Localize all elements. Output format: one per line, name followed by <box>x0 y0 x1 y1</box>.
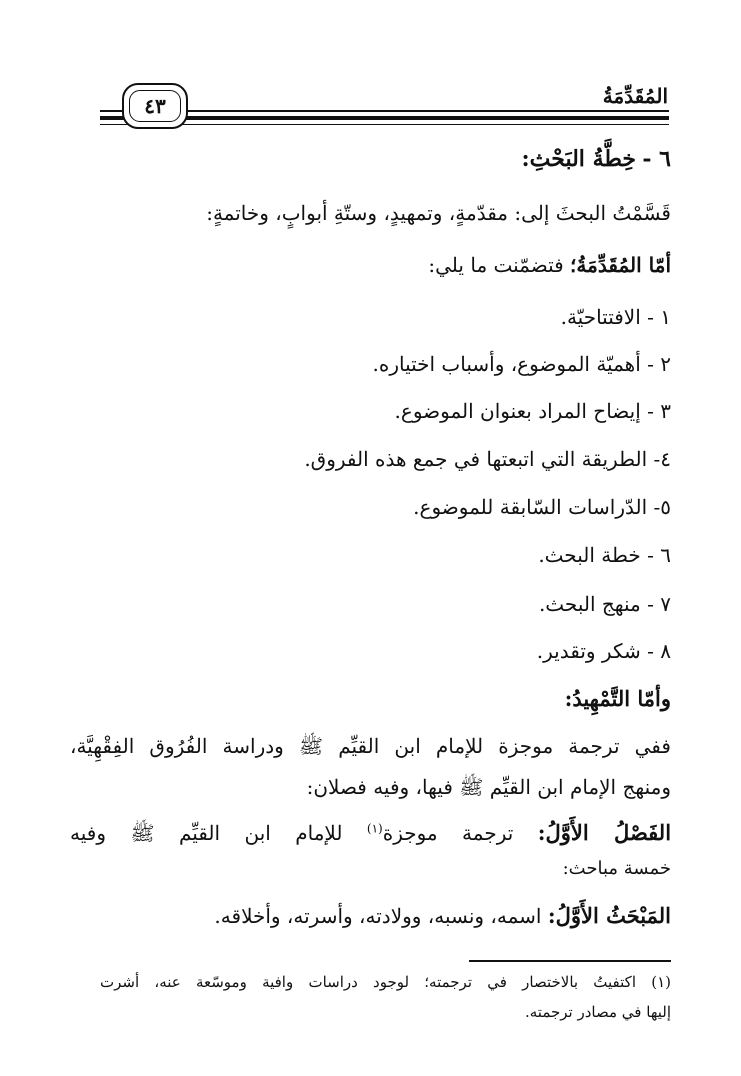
section-heading <box>522 148 671 170</box>
plan-intro-line: قَسَّمْتُ البحثَ إلى: مقدّمةٍ، وتمهيدٍ، وستّةِ أبوابٍ، وخاتمةٍ: <box>206 201 671 225</box>
list-item-number: ٢ - <box>647 352 671 376</box>
muqaddima-label: أمّا المُقَدِّمَةُ؛ <box>570 253 671 277</box>
list-item-text: الافتتاحيّة. <box>560 305 641 329</box>
list-item-number: ٥- <box>653 495 671 519</box>
section-title: خِطَّةُ البَحْثِ: <box>521 146 637 172</box>
list-item-number: ١ - <box>647 305 671 329</box>
list-item <box>373 354 672 374</box>
list-item <box>413 497 671 517</box>
fasl-one-line-2: خمسة مباحث: <box>562 858 671 879</box>
list-item-text: أهميّة الموضوع، وأسباب اختياره. <box>372 352 641 376</box>
page-number: ٤٣ <box>129 90 181 122</box>
tamhid-paragraph-line-2: ومنهج الإمام ابن القيِّم ﷺ فيها، وفيه فصلان: <box>306 775 671 799</box>
tamhid-paragraph-line-1: ففي ترجمة موجزة للإمام ابن القيِّم ﷺ ودراسة الفُرُوق الفِقْهِيَّة، <box>70 734 671 758</box>
footnote-line-1: (١) اكتفيتُ بالاختصار في ترجمته؛ لوجود دراسات وافية وموسّعة عنه، أشرت <box>100 973 671 991</box>
fasl-one-label: الفَصْلُ الأَوَّلُ: <box>537 820 672 845</box>
mabhath-one-text: اسمه، ونسبه، وولادته، وأسرته، وأخلاقه. <box>214 904 542 928</box>
list-item-text: خطة البحث. <box>538 543 641 567</box>
list-item <box>537 641 671 661</box>
section-number: ٦ - <box>642 146 671 172</box>
list-item-number: ٨ - <box>647 639 671 663</box>
list-item-text: الدّراسات السّابقة للموضوع. <box>413 495 648 519</box>
footnote-reference[interactable]: (١) <box>366 821 383 836</box>
running-header-title: المُقَدِّمَةُ <box>602 84 668 108</box>
fasl-one-text-b: للإمام ابن القيِّم ﷺ وفيه <box>70 821 343 845</box>
list-item <box>395 401 671 421</box>
footnote-separator <box>469 960 671 962</box>
list-item <box>304 449 671 469</box>
tamhid-heading: وأمّا التَّمْهِيدُ: <box>564 686 671 711</box>
list-item-number: ٤- <box>653 447 671 471</box>
list-item-text: الطريقة التي اتبعتها في جمع هذه الفروق. <box>304 447 648 471</box>
page-number-frame <box>122 83 188 129</box>
list-item-number: ٣ - <box>647 399 671 423</box>
muqaddima-intro-text: فتضمّنت ما يلي: <box>428 253 564 277</box>
list-item-number: ٦ - <box>647 543 671 567</box>
header-rule-bottom <box>100 124 669 125</box>
fasl-one-text-a: ترجمة موجزة <box>382 821 514 845</box>
footnote-line-2: إليها في مصادر ترجمته. <box>525 1003 671 1021</box>
fasl-one-line <box>70 822 671 843</box>
list-item-text: منهج البحث. <box>538 592 641 616</box>
list-item-text: إيضاح المراد بعنوان الموضوع. <box>394 399 641 423</box>
list-item <box>538 545 671 565</box>
list-item-text: شكر وتقدير. <box>536 639 641 663</box>
list-item <box>561 307 671 327</box>
mabhath-one-line <box>214 905 671 926</box>
list-item <box>539 594 671 614</box>
list-item-number: ٧ - <box>647 592 671 616</box>
muqaddima-intro-line <box>428 255 671 275</box>
mabhath-one-label: المَبْحَثُ الأَوَّلُ: <box>547 903 671 928</box>
